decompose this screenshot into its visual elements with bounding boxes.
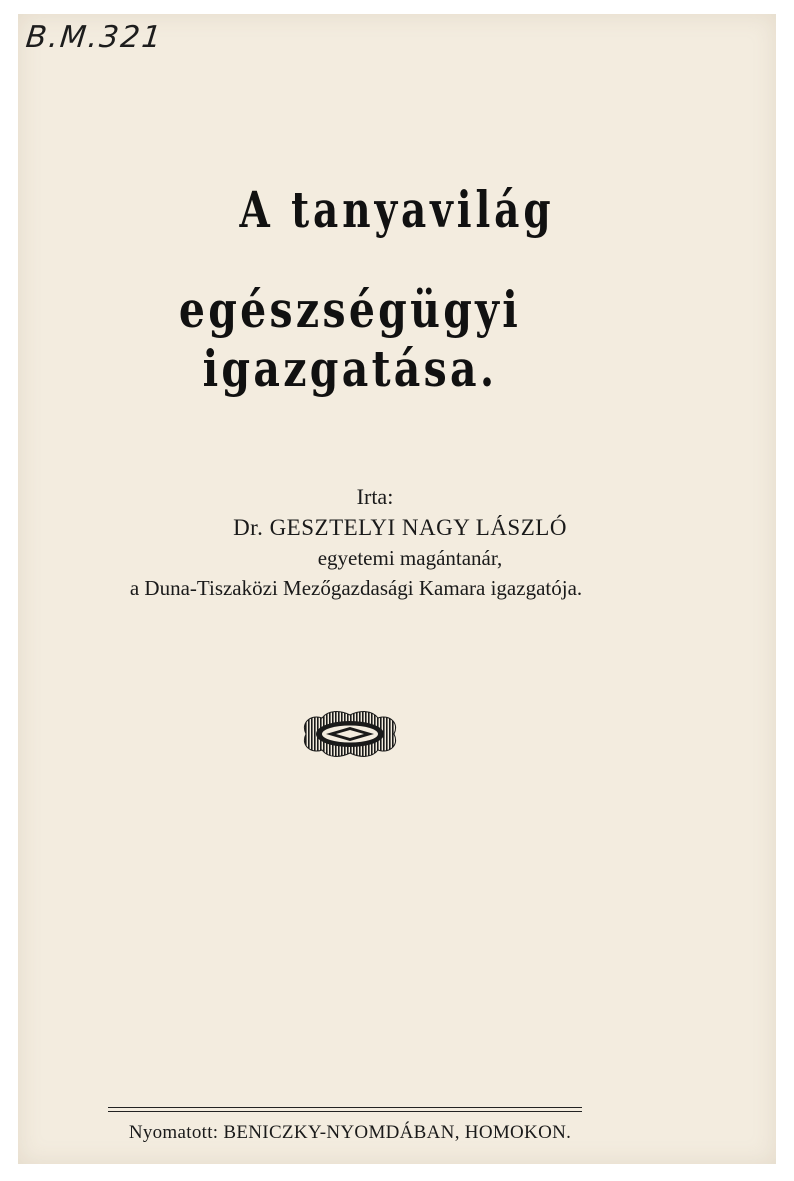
printers-ornament-icon (296, 708, 404, 760)
author-role-2: a Duna-Tiszaközi Mezőgazdasági Kamara igazgatója. (129, 576, 583, 600)
handwritten-shelfmark: B.M.321 (24, 20, 165, 55)
title-line-1: A tanyavilág (239, 180, 555, 239)
title-line-2: egészségügyi igazgatása. (178, 280, 522, 398)
byline-irta: Irta: (356, 484, 394, 509)
printer-imprint: Nyomatott: BENICZKY-NYOMDÁBAN, HOMOKON. (128, 1122, 572, 1143)
footer-rule-top (108, 1107, 582, 1108)
footer-rule-bottom (108, 1111, 582, 1112)
author-role-1: egyetemi magántanár, (317, 546, 503, 570)
author-name: Dr. GESZTELYI NAGY LÁSZLÓ (233, 515, 567, 540)
